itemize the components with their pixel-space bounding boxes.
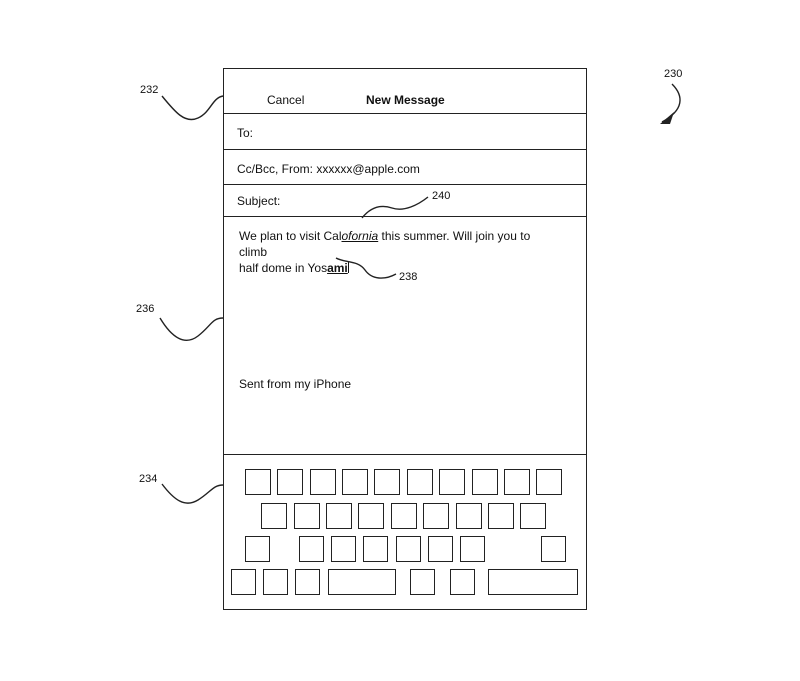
compose-header <box>224 69 586 114</box>
keyboard-key[interactable] <box>374 469 400 495</box>
autocorrected-word[interactable]: ofornia <box>341 229 379 243</box>
signature: Sent from my iPhone <box>239 377 352 391</box>
current-word[interactable]: ami <box>327 261 348 275</box>
keyboard-key[interactable] <box>407 469 433 495</box>
ref-232: 232 <box>140 84 159 96</box>
message-body[interactable] <box>224 217 586 455</box>
message-body-text <box>239 228 559 276</box>
subject-field[interactable] <box>224 185 586 217</box>
cc-bcc-from-label: Cc/Bcc, From: xxxxxx@apple.com <box>237 162 420 176</box>
keyboard-key[interactable] <box>488 569 578 595</box>
keyboard-key[interactable] <box>541 536 566 562</box>
keyboard-key[interactable] <box>231 569 256 595</box>
keyboard-key[interactable] <box>245 536 270 562</box>
keyboard-key[interactable] <box>423 503 449 529</box>
virtual-keyboard <box>224 455 586 609</box>
keyboard-key[interactable] <box>472 469 498 495</box>
keyboard-key[interactable] <box>391 503 417 529</box>
keyboard-key[interactable] <box>245 469 271 495</box>
keyboard-key[interactable] <box>450 569 475 595</box>
ref-236: 236 <box>136 303 155 315</box>
keyboard-key[interactable] <box>363 536 388 562</box>
body-line1-start: We plan to visit Cal <box>239 229 342 243</box>
keyboard-key[interactable] <box>261 503 287 529</box>
cancel-button[interactable]: Cancel <box>267 93 305 107</box>
body-line2-start: half dome in Yos <box>239 261 328 275</box>
keyboard-key[interactable] <box>536 469 562 495</box>
keyboard-key[interactable] <box>488 503 514 529</box>
keyboard-key[interactable] <box>504 469 530 495</box>
to-label: To: <box>237 126 254 140</box>
new-message-title: New Message <box>366 93 445 107</box>
keyboard-key[interactable] <box>263 569 288 595</box>
keyboard-key[interactable] <box>520 503 546 529</box>
ref-238: 238 <box>399 271 418 283</box>
keyboard-key[interactable] <box>439 469 465 495</box>
mail-compose-screen <box>223 68 587 610</box>
keyboard-key[interactable] <box>460 536 485 562</box>
keyboard-key[interactable] <box>277 469 303 495</box>
ref-234: 234 <box>139 473 158 485</box>
keyboard-key[interactable] <box>326 503 352 529</box>
keyboard-key[interactable] <box>410 569 435 595</box>
ref-240: 240 <box>432 190 451 202</box>
keyboard-key[interactable] <box>310 469 336 495</box>
keyboard-key[interactable] <box>331 536 356 562</box>
to-field[interactable] <box>224 114 586 150</box>
keyboard-key[interactable] <box>428 536 453 562</box>
keyboard-key[interactable] <box>328 569 396 595</box>
keyboard-key[interactable] <box>342 469 368 495</box>
ref-230: 230 <box>664 68 683 80</box>
cc-bcc-from-field[interactable] <box>224 150 586 185</box>
keyboard-key[interactable] <box>358 503 384 529</box>
keyboard-key[interactable] <box>299 536 324 562</box>
keyboard-key[interactable] <box>456 503 482 529</box>
body-line1-end: this summer. Will join you to climb <box>239 229 531 259</box>
subject-label: Subject: <box>237 194 281 208</box>
keyboard-key[interactable] <box>294 503 320 529</box>
keyboard-key[interactable] <box>396 536 421 562</box>
keyboard-key[interactable] <box>295 569 320 595</box>
text-cursor <box>348 261 349 273</box>
